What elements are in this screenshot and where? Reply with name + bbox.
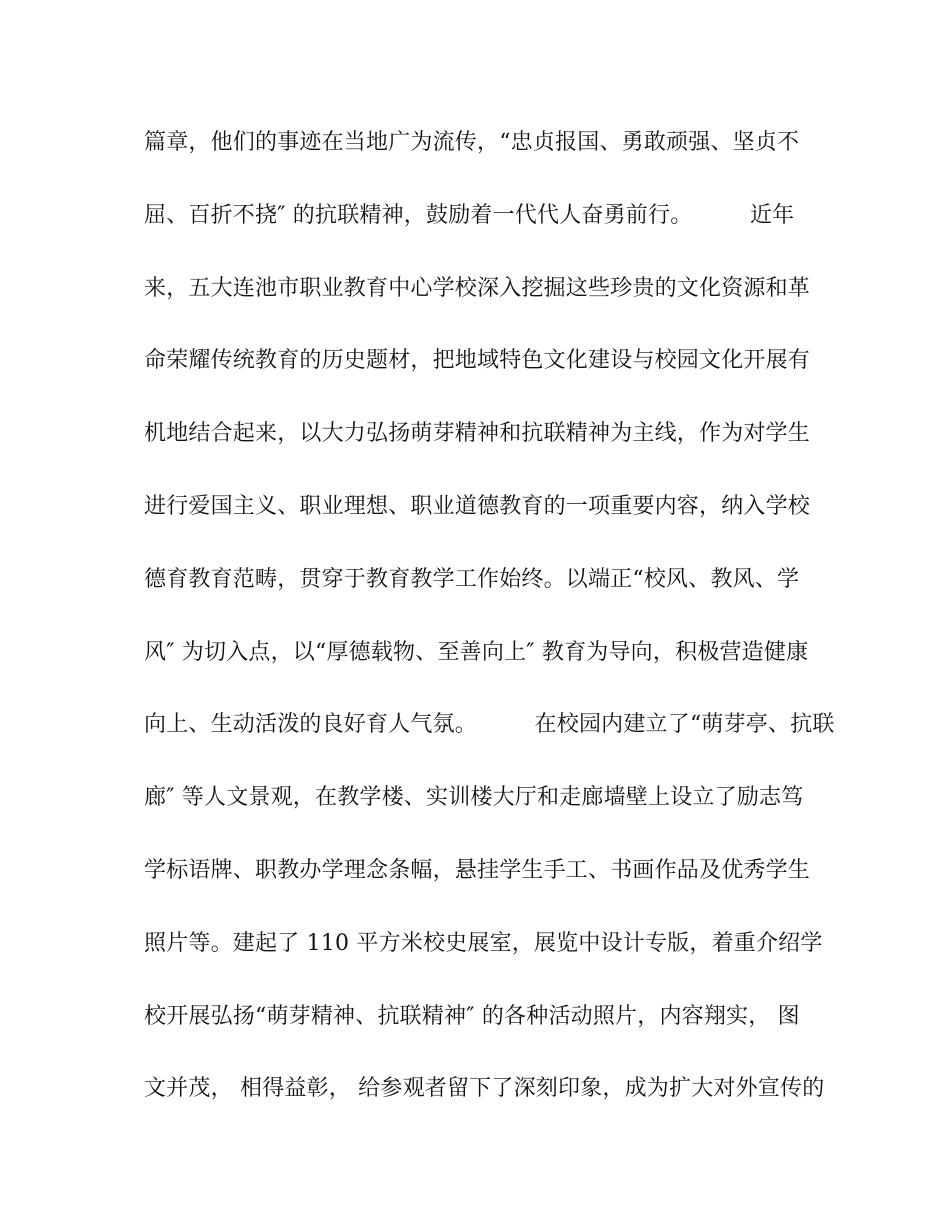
text-line: 校开展弘扬“萌芽精神、抗联精神″ 的各种活动照片，内容翔实， 图 xyxy=(144,1003,800,1029)
text-line: 篇章，他们的事迹在当地广为流传，“忠贞报国、勇敢顽强、坚贞不 xyxy=(144,130,800,155)
text-line: 机地结合起来，以大力弘扬萌芽精神和抗联精神为主线，作为对学生 xyxy=(144,421,811,447)
text-line: 命荣耀传统教育的历史题材，把地域特色文化建设与校园文化开展有 xyxy=(144,348,811,374)
body-text xyxy=(144,125,835,1144)
text-line: 来，五大连池市职业教育中心学校深入挖掘这些珍贵的文化资源和革 xyxy=(144,275,811,301)
text-line: 向上、生动活泼的良好育人气氛。 在校园内建立了“萌芽亭、抗联 xyxy=(144,712,835,738)
text-line: 德育教育范畴，贯穿于教育教学工作始终。以端正“校风、教风、学 xyxy=(144,566,800,592)
text-line: 廊″ 等人文景观，在教学楼、实训楼大厅和走廊墙壁上设立了励志笃 xyxy=(144,785,804,811)
text-line: 文并茂， 相得益彰， 给参观者留下了深刻印象，成为扩大对外宣传的 xyxy=(144,1076,825,1102)
text-line: 进行爱国主义、职业理想、职业道德教育的一项重要内容，纳入学校 xyxy=(144,493,811,519)
text-line: 风″ 为切入点，以“厚德载物、至善向上″ 教育为导向，积极营造健康 xyxy=(144,639,809,665)
text-line: 学标语牌、职教办学理念条幅，悬挂学生手工、书画作品及优秀学生 xyxy=(144,857,811,883)
text-line: 照片等。建起了 110 平方米校史展室，展览中设计专版，着重介绍学 xyxy=(144,930,823,956)
text-line: 屈、百折不挠″ 的抗联精神，鼓励着一代代人奋勇前行。 近年 xyxy=(144,202,795,228)
